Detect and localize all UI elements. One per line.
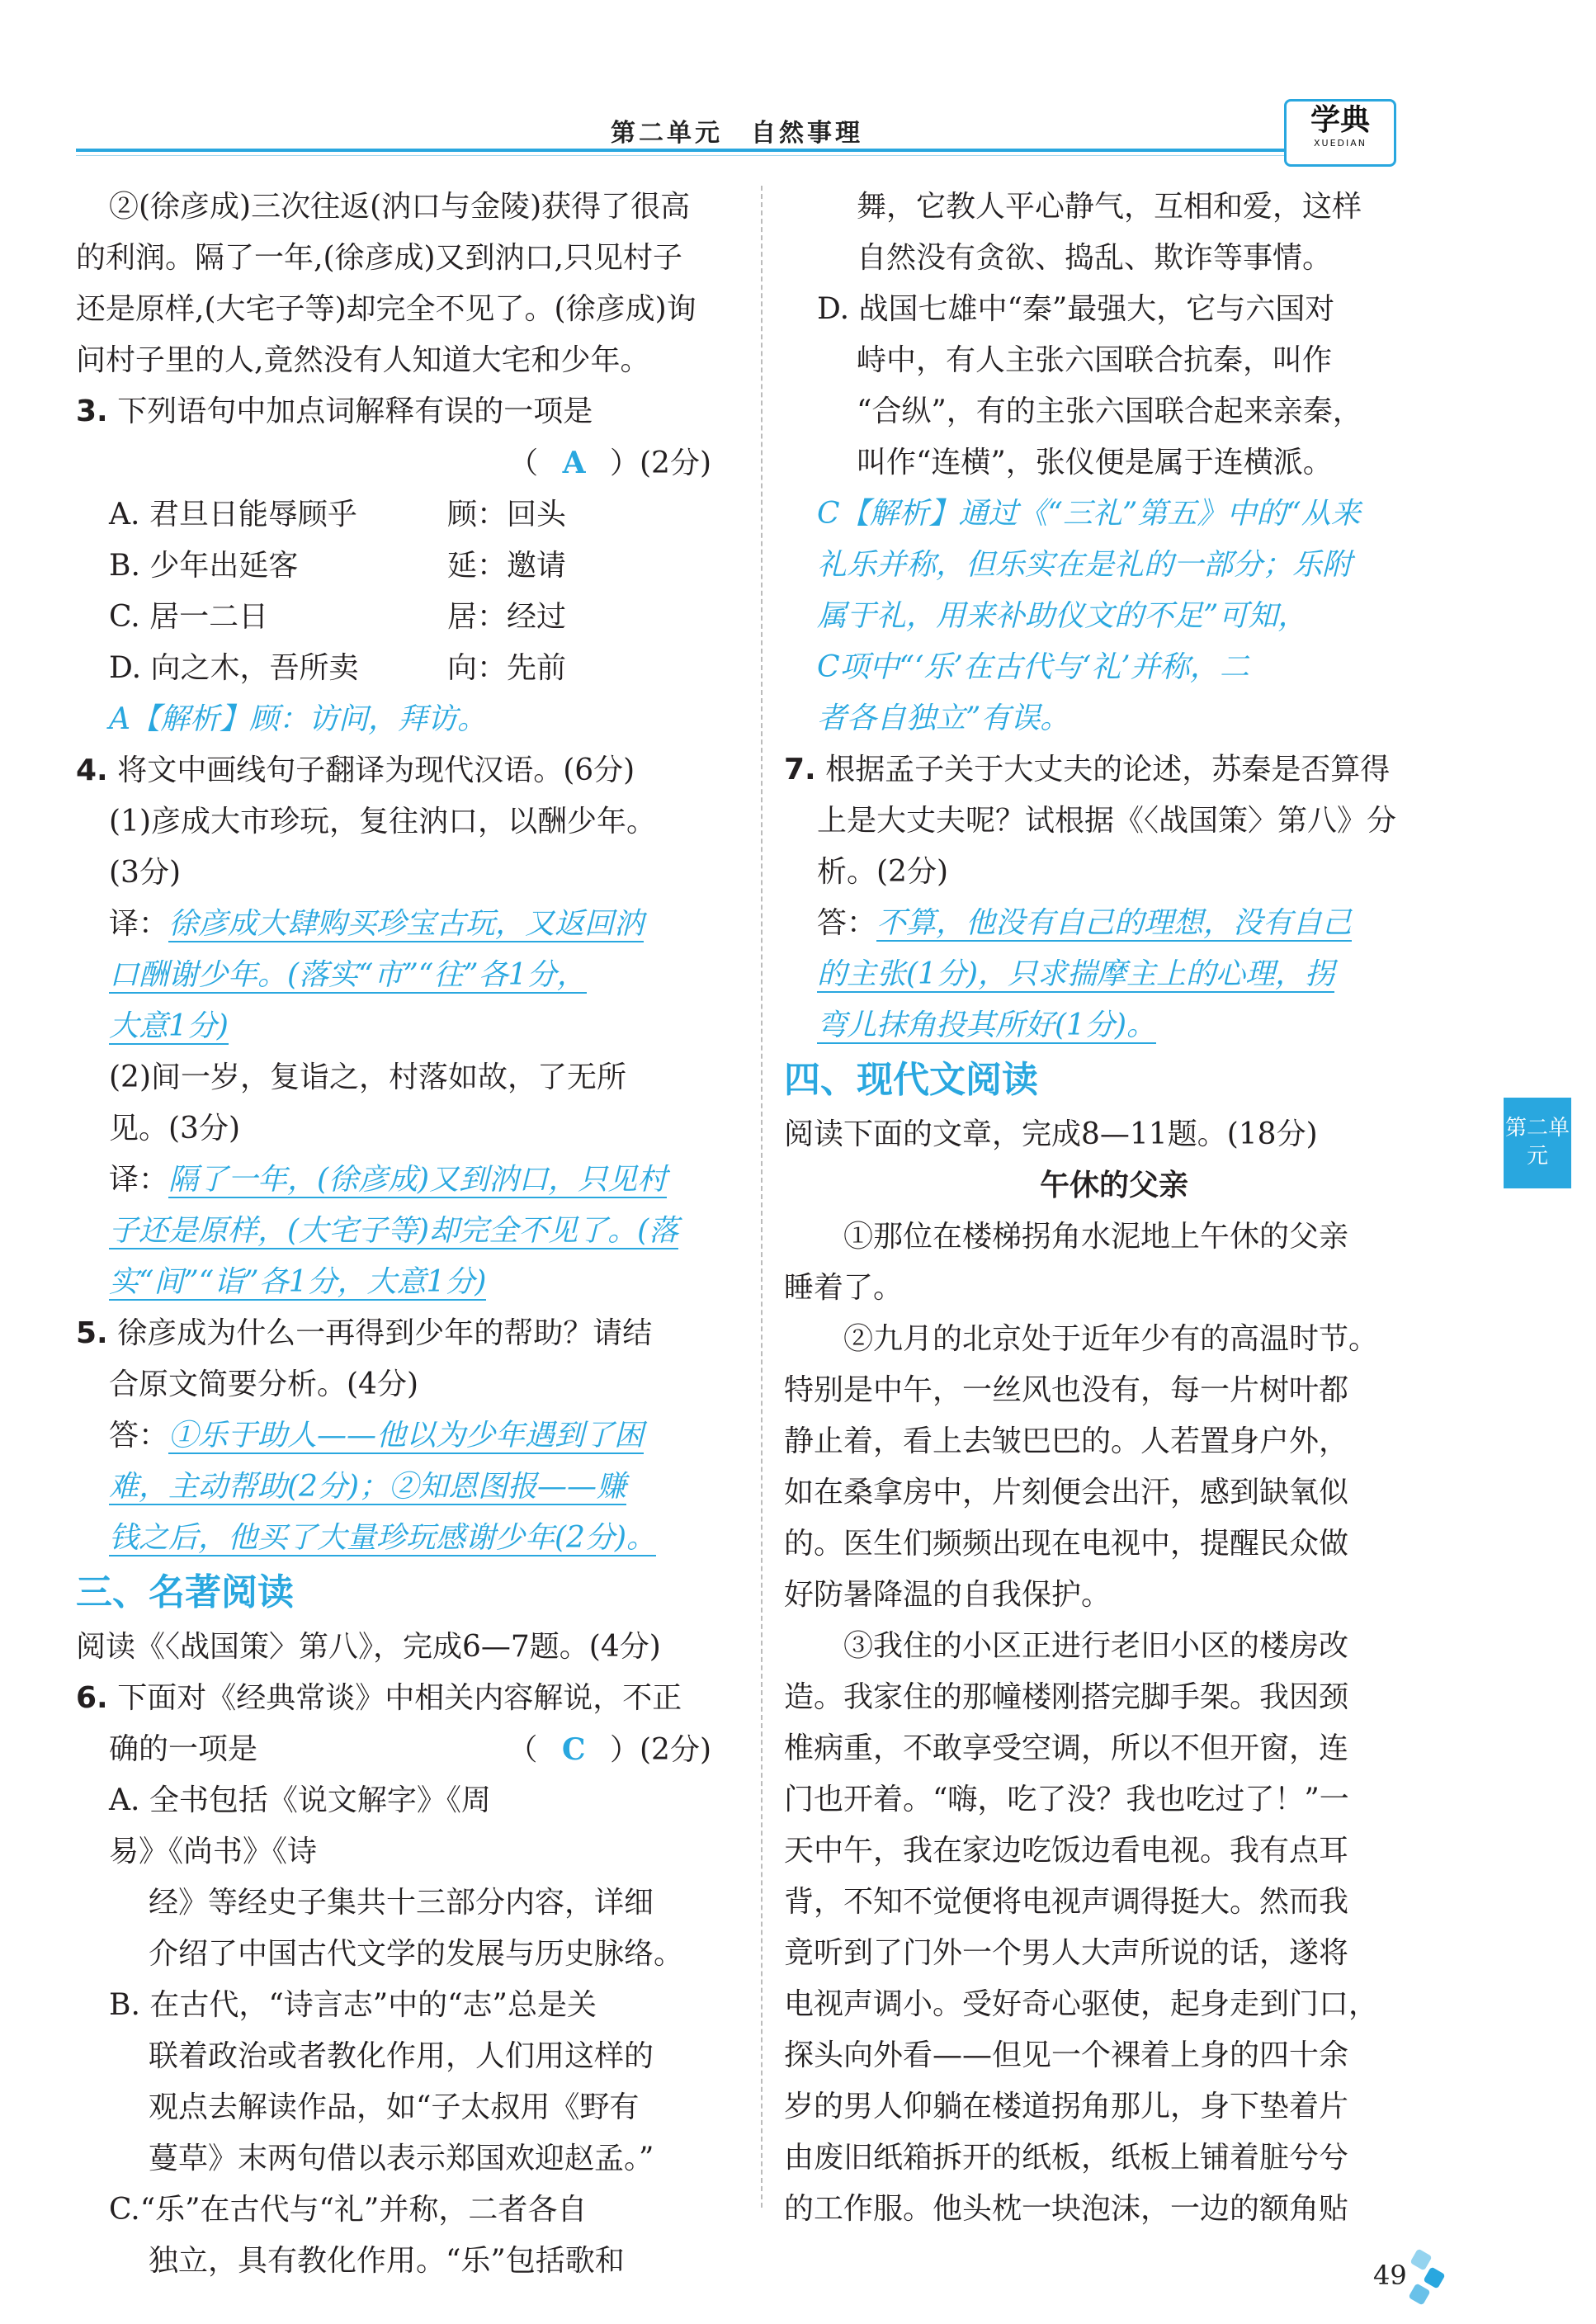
question-6: 6. 下面对《经典常谈》中相关内容解说，不正 <box>76 1681 682 1715</box>
q4-sentence-2-score: 见。(3分) <box>109 1112 240 1145</box>
header-rule <box>76 149 1363 152</box>
q6-answer: C <box>561 1732 586 1767</box>
q6-analysis: 属于礼，用来补助仪文的不足”可知， <box>817 599 1308 633</box>
q3-option: C. 居一二日 居：经过 <box>109 600 567 634</box>
hex-icon <box>1408 2283 1430 2305</box>
q6-option-a: 经》等经史子集共十三部分内容，详细 <box>149 1886 654 1920</box>
q4-translation-2: 实“间”“诣”各1分，大意1分) <box>109 1265 487 1299</box>
article-paragraph: 好防暑降温的自我保护。 <box>784 1578 1112 1612</box>
hex-icon <box>1423 2266 1445 2289</box>
reading-instruction: 阅读下面的文章，完成8—11题。(18分) <box>784 1117 1318 1151</box>
q6-option-a: A. 全书包括《说文解字》《周易》《尚书》《诗 <box>109 1783 491 1868</box>
q5-answer: 难，主动帮助(2分)；②知恩图报——赚 <box>109 1470 626 1504</box>
q4-translation-1: 口酬谢少年。(落实“市”“往”各1分， <box>109 958 587 992</box>
article-paragraph: 如在桑拿房中，片刻便会出汗，感到缺氧似 <box>784 1476 1349 1509</box>
article-paragraph: 天中午，我在家边吃饭边看电视。我有点耳 <box>784 1834 1349 1868</box>
q3-answer-bracket: （ A ）(2分) <box>508 446 711 480</box>
article-paragraph: 探头向外看——但见一个裸着上身的四十余 <box>784 2038 1349 2072</box>
q6-option-a: 介绍了中国古代文学的发展与历史脉络。 <box>149 1937 684 1971</box>
header-title: 第二单元 自然事理 <box>611 119 863 148</box>
article-paragraph: 背，不知不觉便将电视声调得挺大。然而我 <box>784 1885 1349 1919</box>
q3-option: D. 向之木，吾所卖 向：先前 <box>109 651 567 685</box>
article-paragraph: 由废旧纸箱拆开的纸板，纸板上铺着脏兮兮 <box>784 2141 1349 2175</box>
q5-answer: 钱之后，他买了大量珍玩感谢少年(2分)。 <box>109 1521 656 1555</box>
q3-answer: A <box>562 446 586 480</box>
q6-option-d: 叫作“连横”，张仪便是属于连横派。 <box>857 446 1333 479</box>
q6-analysis: C项中“‘乐’在古代与‘礼’并称，二 <box>817 650 1249 684</box>
q7-stem-cont: 上是大丈夫呢？试根据《〈战国策〉第八》分 <box>817 804 1397 838</box>
q3-analysis: A【解析】顾：访问，拜访。 <box>109 702 487 736</box>
unit-side-tab: 第二单元 <box>1504 1098 1571 1188</box>
article-paragraph: 电视声调小。受好奇心驱使，起身走到门口， <box>784 1987 1379 2021</box>
article-paragraph: 门也开着。“嗨，吃了没？我也吃过了！”一 <box>784 1783 1349 1816</box>
intro-line: 问村子里的人,竟然没有人知道大宅和少年。 <box>76 343 650 377</box>
question-4: 4. 将文中画线句子翻译为现代汉语。(6分) <box>76 753 635 787</box>
q3-option: A. 君旦日能辱顾乎 顾：回头 <box>109 498 567 531</box>
q7-answer: 答：不算，他没有自己的理想，没有自己 <box>817 906 1353 940</box>
article-paragraph: 竟听到了门外一个男人大声所说的话，遂将 <box>784 1936 1349 1970</box>
right-column <box>784 182 1444 2235</box>
question-3: 3. 下列语句中加点词解释有误的一项是 <box>76 394 593 428</box>
q6-option-b: 蔓草》末两句借以表示郑国欢迎赵孟。” <box>149 2142 654 2175</box>
section-heading: 四、现代文阅读 <box>784 1059 1038 1101</box>
article-paragraph: 椎病重，不敢享受空调，所以不但开窗，连 <box>784 1731 1349 1765</box>
q6-option-d: “合纵”，有的主张六国联合起来亲秦， <box>857 394 1362 428</box>
q6-option-c: 独立，具有教化作用。“乐”包括歌和 <box>149 2244 625 2278</box>
q4-sentence-2: (2)间一岁，复诣之，村落如故，了无所 <box>109 1060 626 1094</box>
q6-analysis: 礼乐并称，但乐实在是礼的一部分；乐附 <box>817 548 1353 582</box>
article-paragraph: 造。我家住的那幢楼刚搭完脚手架。我因颈 <box>784 1680 1349 1714</box>
hex-icon <box>1409 2248 1432 2270</box>
intro-line: 的利润。隔了一年,(徐彦成)又到汭口,只见村子 <box>76 241 682 275</box>
page-number: 49 <box>1373 2260 1407 2291</box>
q6-option-c: 舞，它教人平心静气，互相和爱，这样 <box>857 190 1362 224</box>
q6-option-b: 联着政治或者教化作用，人们用这样的 <box>149 2039 654 2073</box>
q4-sentence-1-score: (3分) <box>109 856 181 890</box>
question-5: 5. 徐彦成为什么一再得到少年的帮助？请结 <box>76 1316 653 1350</box>
logo-sub-text: XUEDIAN <box>1313 138 1367 149</box>
left-column <box>76 182 736 2287</box>
column-divider <box>761 186 763 2208</box>
article-paragraph: ③我住的小区正进行老旧小区的楼房改 <box>843 1629 1349 1663</box>
article-paragraph: ①那位在楼梯拐角水泥地上午休的父亲 <box>843 1220 1349 1254</box>
q7-answer: 弯儿抹角投其所好(1分)。 <box>817 1008 1156 1042</box>
q6-analysis: 者各自独立”有误。 <box>817 701 1070 735</box>
q3-option: B. 少年出延客 延：邀请 <box>109 549 567 583</box>
header-rule-thin <box>76 155 1363 156</box>
q6-option-c: 自然没有贪欲、捣乱、欺诈等事情。 <box>857 241 1333 275</box>
article-title: 午休的父亲 <box>1039 1169 1188 1202</box>
intro-line: ②(徐彦成)三次往返(汭口与金陵)获得了很高 <box>109 190 691 224</box>
article-paragraph: 的。医生们频频出现在电视中，提醒民众做 <box>784 1527 1349 1561</box>
q6-option-c: C.“乐”在古代与“礼”并称，二者各自 <box>109 2193 588 2227</box>
article-paragraph: 睡着了。 <box>784 1271 904 1305</box>
q7-stem-cont: 析。(2分) <box>817 855 948 889</box>
article-paragraph: 静止着，看上去皱巴巴的。人若置身户外， <box>784 1424 1349 1458</box>
q4-sentence-1: (1)彦成大市珍玩，复往汭口，以酬少年。 <box>109 805 656 838</box>
q5-answer: 答：①乐于助人——他以为少年遇到了困 <box>109 1419 645 1452</box>
reading-instruction: 阅读《〈战国策〉第八》，完成6—7题。(4分) <box>76 1630 661 1664</box>
question-7: 7. 根据孟子关于大丈夫的论述，苏秦是否算得 <box>784 753 1391 786</box>
q6-option-d: 峙中，有人主张六国联合抗秦，叫作 <box>857 343 1333 377</box>
q6-analysis: C【解析】通过《“三礼”第五》中的“从来 <box>817 497 1361 531</box>
logo-main-text: 学典 <box>1310 102 1370 137</box>
section-heading: 三、名著阅读 <box>76 1571 294 1613</box>
q4-translation-2: 子还是原样，(大宅子等)却完全不见了。(落 <box>109 1214 679 1248</box>
article-paragraph: 岁的男人仰躺在楼道拐角那儿，身下垫着片 <box>784 2090 1349 2123</box>
q4-translation-1: 译：徐彦成大肆购买珍宝古玩，又返回汭 <box>109 907 645 941</box>
article-paragraph: ②九月的北京处于近年少有的高温时节。 <box>843 1322 1379 1356</box>
q5-stem-cont: 合原文简要分析。(4分) <box>109 1367 418 1401</box>
article-paragraph: 特别是中午，一丝风也没有，每一片树叶都 <box>784 1373 1349 1407</box>
intro-line: 还是原样,(大宅子等)却完全不见了。(徐彦成)询 <box>76 292 696 326</box>
q6-stem-cont: 确的一项是 （ C ）(2分) <box>109 1732 711 1767</box>
article-paragraph: 的工作服。他头枕一块泡沫，一边的额角贴 <box>784 2192 1349 2226</box>
q4-translation-1: 大意1分) <box>109 1009 229 1043</box>
brand-logo <box>1284 99 1396 167</box>
q6-option-d: D. 战国七雄中“秦”最强大，它与六国对 <box>817 292 1335 326</box>
q6-option-b: 观点去解读作品，如“子太叔用《野有 <box>149 2090 640 2124</box>
q7-answer: 的主张(1分)，只求揣摩主上的心理，拐 <box>817 957 1334 991</box>
q4-translation-2: 译：隔了一年，(徐彦成)又到汭口，只见村 <box>109 1163 668 1197</box>
q6-option-b: B. 在古代，“诗言志”中的“志”总是关 <box>109 1988 597 2022</box>
